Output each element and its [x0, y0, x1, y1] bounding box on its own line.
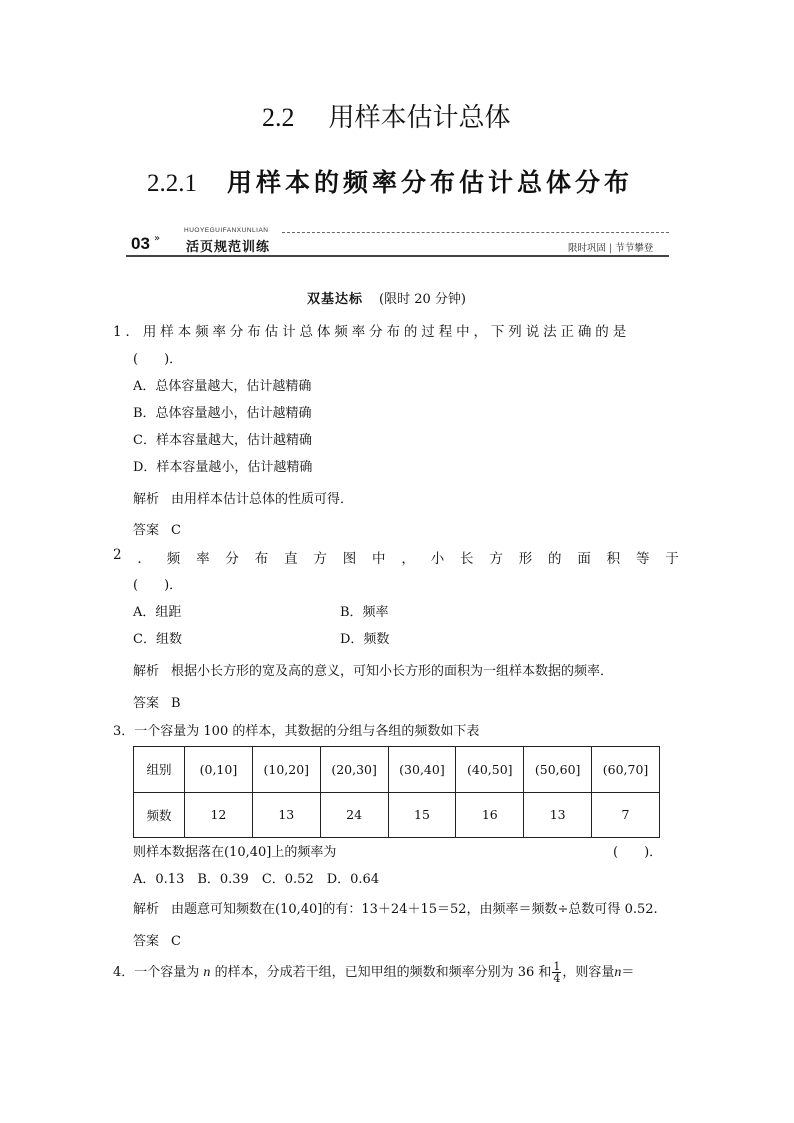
- table-row-label: 组别: [134, 747, 185, 793]
- q1-option-d: D．样本容量越小，估计越精确: [133, 460, 313, 475]
- banner-right-right: 节节攀登: [615, 243, 654, 254]
- table-row: [134, 747, 660, 793]
- banner-dashed-rule: [282, 232, 669, 233]
- q2-stem-char: 小: [430, 551, 445, 567]
- q1-answer-value: C: [171, 523, 181, 538]
- q4-suffix: ，则容量: [562, 965, 615, 980]
- q2-stem-char: 直: [284, 551, 298, 567]
- table-cell: 24: [320, 792, 388, 838]
- q3-paren: ( )．: [613, 845, 663, 860]
- q1-analysis-label: 解析: [133, 492, 160, 507]
- q2-option-a: A．组距: [133, 605, 182, 620]
- subsection-title: [147, 163, 633, 199]
- q2-option-d: D．频数: [340, 632, 390, 647]
- q2-stem-char: 分: [225, 551, 239, 567]
- q4-fraction-numerator: 1: [553, 960, 561, 973]
- table-cell: (60,70]: [592, 747, 660, 793]
- table-cell: (30,40]: [388, 747, 456, 793]
- table-cell: (50,60]: [524, 747, 592, 793]
- q3-analysis-text: 由题意可知频数在(10,40]的有：13＋24＋15＝52，由频率＝频数÷总数可得 0.52.: [171, 902, 658, 917]
- q2-stem-char: 频: [166, 551, 181, 567]
- q1-option-a: A．总体容量越大，估计越精确: [133, 379, 312, 394]
- q1-stem: 1．用样本频率分布估计总体频率分布的过程中，下列说法正确的是: [113, 324, 631, 340]
- q2-stem-char: ．: [137, 551, 151, 567]
- q1-answer: [133, 519, 181, 538]
- q2-answer-value: B: [171, 696, 181, 711]
- section-title: [262, 97, 511, 134]
- q3-answer-label: 答案: [133, 934, 160, 949]
- table-cell: 13: [252, 792, 320, 838]
- table-cell: (0,10]: [185, 747, 253, 793]
- q2-stem-char: 等: [636, 551, 650, 567]
- q2-analysis-text: 根据小长方形的宽及高的意义，可知小长方形的面积为一组样本数据的频率．: [171, 664, 614, 679]
- q4-variable-n: n: [614, 965, 622, 980]
- q4-middle: 的样本，分成若干组，已知甲组的频数和频率分别为 36 和: [214, 965, 552, 980]
- q1-analysis: [133, 488, 353, 507]
- q2-stem-char: 布: [254, 551, 269, 567]
- q2-stem-char: 的: [548, 551, 562, 567]
- q3-answer-value: C: [171, 934, 181, 949]
- section-title-text: 用样本估计总体: [328, 103, 511, 133]
- q2-stem-char: 面: [577, 551, 591, 567]
- double-chevron-icon: »: [154, 233, 161, 244]
- subsection-number: 2.2.1: [147, 170, 197, 197]
- q2-answer-label: 答案: [133, 696, 160, 711]
- q3-question: 则样本数据落在(10,40]上的频率为: [133, 845, 337, 860]
- q2-paren: ( )．: [133, 578, 183, 593]
- q1-option-b: B．总体容量越小，估计越精确: [133, 406, 312, 421]
- q4-end: ＝: [621, 965, 635, 980]
- q1-option-c: C．样本容量越大，估计越精确: [133, 433, 312, 448]
- time-limit: (限时 20 分钟): [379, 292, 466, 307]
- table-cell: 16: [456, 792, 524, 838]
- banner-right-label: 限时巩固 | 节节攀登: [568, 243, 654, 254]
- q3-stem: 3．一个容量为 100 的样本，其数据的分组与各组的频数如下表: [113, 724, 480, 739]
- banner-name: 活页规范训练: [186, 240, 271, 255]
- q2-analysis-label: 解析: [133, 664, 160, 679]
- q2-stem-char: ，: [401, 551, 415, 567]
- table-row: [134, 792, 660, 838]
- q2-stem-char: 率: [196, 551, 210, 567]
- frequency-table: [133, 746, 660, 838]
- q2-option-b: B．频率: [340, 605, 389, 620]
- q3-options: A．0.13 B．0.39 C．0.52 D．0.64: [133, 872, 380, 887]
- q4-variable-n: n: [203, 965, 211, 980]
- q2-stem: [113, 547, 679, 567]
- banner-number: 03: [131, 234, 150, 253]
- q1-paren: ( )．: [133, 352, 183, 367]
- q2-analysis: [133, 660, 613, 679]
- q2-stem-char: 形: [518, 551, 533, 567]
- q2-stem-char: 方: [489, 551, 503, 567]
- q2-stem-char: 于: [665, 551, 679, 567]
- table-cell: (20,30]: [320, 747, 388, 793]
- q2-stem-char: 积: [606, 551, 621, 567]
- q2-stem-char: 长: [460, 551, 474, 567]
- q2-stem-char: 2: [113, 547, 122, 563]
- banner-right-left: 限时巩固: [568, 243, 607, 254]
- q2-stem-char: 图: [342, 551, 357, 567]
- q4-fraction-denominator: 4: [553, 972, 561, 985]
- q3-answer: [133, 930, 181, 949]
- q2-option-c: C．组数: [133, 632, 182, 647]
- q1-answer-label: 答案: [133, 523, 160, 538]
- table-cell: (10,20]: [252, 747, 320, 793]
- table-row-label: 频数: [134, 792, 185, 838]
- table-cell: 12: [185, 792, 253, 838]
- q3-analysis-label: 解析: [133, 902, 160, 917]
- table-cell: (40,50]: [456, 747, 524, 793]
- q2-stem-char: 方: [313, 551, 327, 567]
- q2-answer: [133, 692, 181, 711]
- q3-analysis: [133, 898, 658, 917]
- q2-stem-char: 中: [372, 551, 386, 567]
- q1-analysis-text: 由用样本估计总体的性质可得．: [171, 492, 354, 507]
- q4-prefix: 4．一个容量为: [113, 965, 200, 980]
- table-cell: 13: [524, 792, 592, 838]
- q4-fraction: [552, 961, 561, 984]
- banner-pinyin: HUOYEGUIFANXUNLIAN: [184, 227, 269, 234]
- q4-stem: [113, 961, 634, 984]
- table-cell: 15: [388, 792, 456, 838]
- banner-rule: [126, 255, 669, 257]
- section-number: 2.2: [262, 103, 295, 132]
- section-heading-text: 双基达标: [307, 292, 364, 307]
- subsection-title-text: 用样本的频率分布估计总体分布: [227, 168, 634, 197]
- section-heading: [307, 288, 466, 307]
- table-cell: 7: [592, 792, 660, 838]
